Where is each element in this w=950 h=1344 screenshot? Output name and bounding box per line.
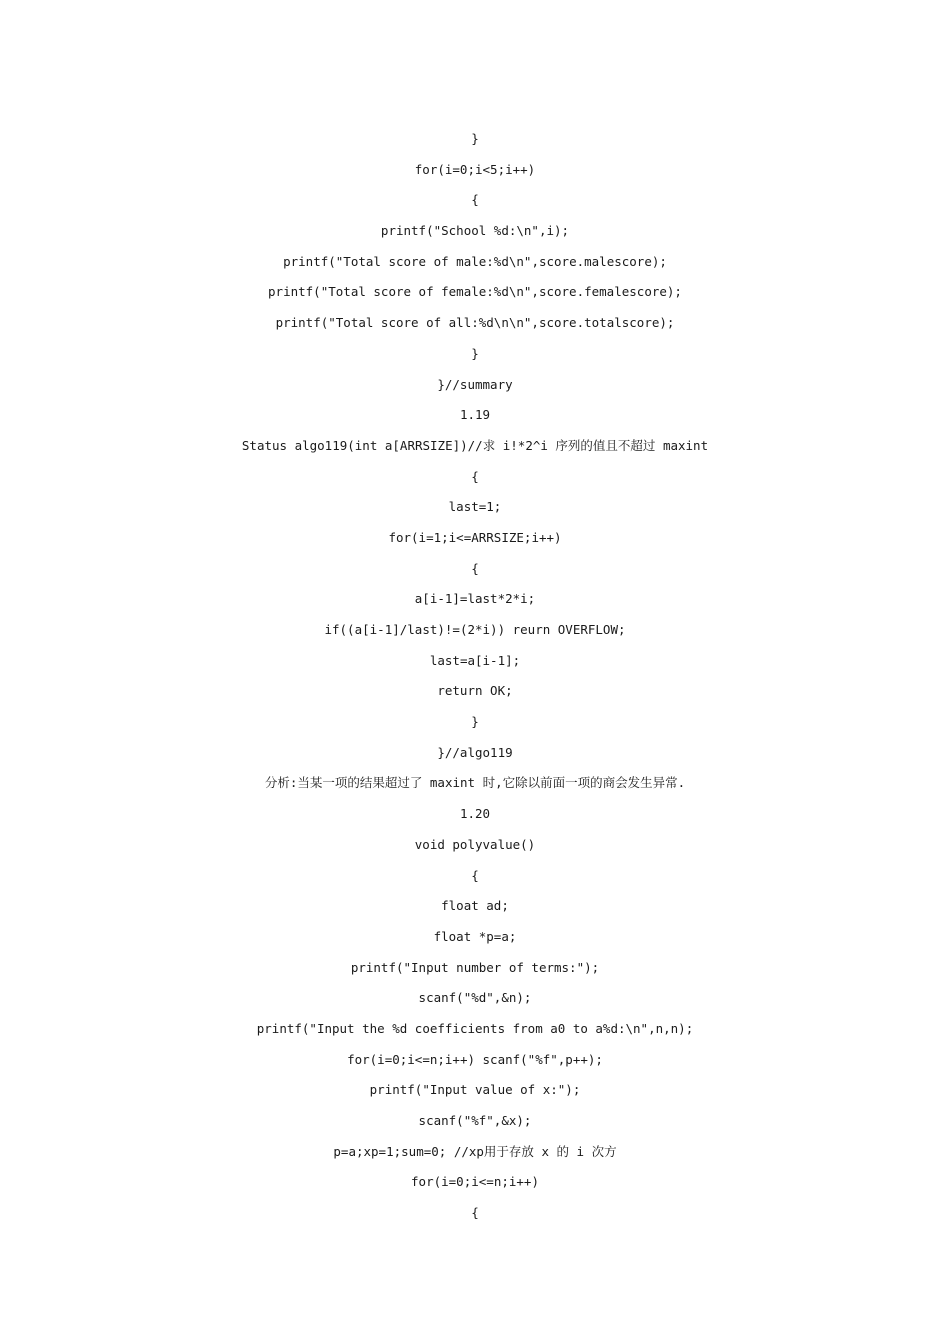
code-line: { <box>471 560 479 576</box>
function-signature: void polyvalue() <box>414 836 536 852</box>
code-line: printf("Input value of x:"); <box>369 1082 581 1098</box>
code-line: scanf("%f",&x); <box>418 1113 532 1128</box>
code-line: for(i=1;i<=ARRSIZE;i++) <box>388 529 562 545</box>
code-line: for(i=0;i<=n;i++) scanf("%f",p++); <box>347 1051 603 1067</box>
code-line: scanf("%d",&n); <box>418 990 532 1006</box>
code-line: if((a[i-1]/last)!=(2*i)) reurn OVERFLOW; <box>324 622 626 637</box>
code-line: printf("Total score of female:%d\n",score.femalescore); <box>268 284 682 300</box>
analysis-text: 分析:当某一项的结果超过了 maxint 时,它除以前面一项的商会发生异常. <box>264 775 686 791</box>
code-line: { <box>471 192 479 208</box>
code-line: } <box>471 131 479 146</box>
code-line: } <box>471 714 479 730</box>
code-line: printf("Input number of terms:"); <box>350 959 600 975</box>
code-line: a[i-1]=last*2*i; <box>414 591 536 607</box>
code-line: float ad; <box>441 898 509 914</box>
code-line: float *p=a; <box>433 928 517 944</box>
code-line: for(i=0;i<5;i++) <box>414 161 536 177</box>
code-line: for(i=0;i<=n;i++) <box>411 1174 539 1190</box>
code-line: printf("Total score of male:%d\n",score.malescore); <box>283 253 667 269</box>
code-line: { <box>471 867 479 883</box>
section-number: 1.19 <box>459 407 491 423</box>
code-line: }//algo119 <box>437 744 513 760</box>
code-line: { <box>471 1205 479 1221</box>
code-line: } <box>471 345 479 361</box>
code-line: printf("Total score of all:%d\n\n",score.totalscore); <box>275 315 675 331</box>
code-line: return OK; <box>437 683 513 699</box>
code-line: last=1; <box>448 499 502 515</box>
code-line: printf("Input the %d coefficients from a0 to a%d:\n",n,n); <box>256 1020 694 1036</box>
code-listing <box>0 124 950 1229</box>
code-line: p=a;xp=1;sum=0; //xp用于存放 x 的 i 次方 <box>333 1143 617 1159</box>
code-line: { <box>471 468 479 484</box>
code-line: printf("School %d:\n",i); <box>380 223 570 239</box>
section-number: 1.20 <box>459 806 491 822</box>
code-line: last=a[i-1]; <box>429 652 521 668</box>
code-line: }//summary <box>437 376 513 392</box>
function-signature: Status algo119(int a[ARRSIZE])//求 i!*2^i 序列的值且不超过 maxint <box>241 437 709 453</box>
